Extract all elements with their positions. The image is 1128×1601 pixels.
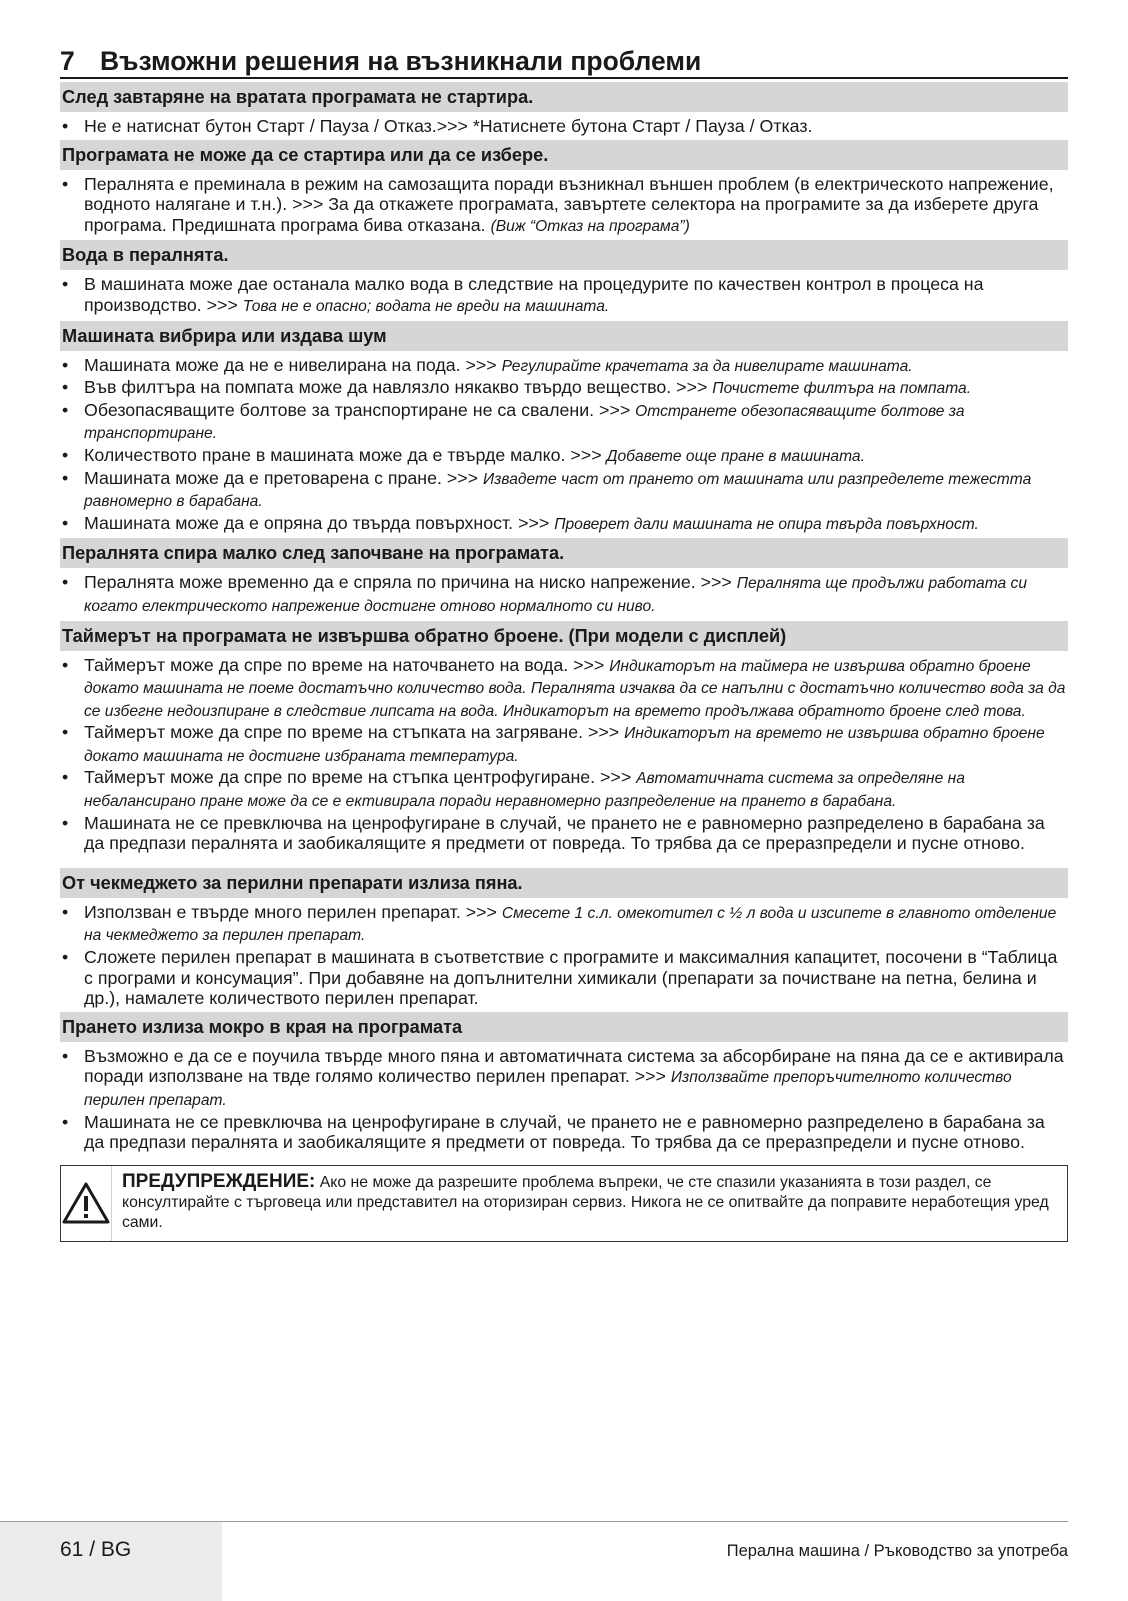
list-item bbox=[60, 355, 1068, 378]
page-content bbox=[60, 46, 1068, 1242]
section-list bbox=[60, 355, 1068, 536]
section-list bbox=[60, 174, 1068, 238]
section-list bbox=[60, 116, 1068, 137]
problem-cause-text: Във филтъра на помпата може да навлязло някакво твърдо вещество. >>> bbox=[84, 377, 708, 398]
section-list bbox=[60, 572, 1068, 617]
problem-cause-text: Сложете перилен препарат в машината в съответствие с програмите и максималния капацитет, посочени в “Таблица с програми и консумация”. При добавяне на допълнителни химикали (препарати за почистване на петна, белина и др.), намалете количеството перилен препарат. bbox=[84, 947, 1058, 1009]
solution-text: Използвайте препоръчителното количество перилен препарат. bbox=[84, 1069, 1012, 1109]
solution-text: Смесете 1 с.л. омекотител с ½ л вода и изсипете в главното отделение на чекмеджето за перилен препарат. bbox=[84, 904, 1057, 945]
warning-icon-container bbox=[61, 1166, 112, 1241]
section-heading: Таймерът на програмата не извършва обратно броене. (При модели с дисплей) bbox=[60, 621, 1068, 651]
section-heading: Пералнята спира малко след започване на програмата. bbox=[60, 538, 1068, 568]
section-list bbox=[60, 1046, 1068, 1153]
solution-text: Пералнята ще продължи работата си когато електрическото напрежение достигне отново нормалното си ниво. bbox=[84, 575, 1028, 615]
solution-text: Регулирайте крачетата за да нивелирате машината. bbox=[501, 357, 913, 375]
list-item bbox=[60, 655, 1068, 723]
problem-cause-text: Не е натиснат бутон Старт / Пауза / Отказ.>>> *Натиснете бутона Старт / Пауза / Отказ. bbox=[84, 116, 813, 136]
section-heading: От чекмеджето за перилни препарати излиза пяна. bbox=[60, 868, 1068, 898]
list-item bbox=[60, 174, 1068, 238]
page-number: 61 / BG bbox=[60, 1538, 132, 1561]
solution-text: (Виж “Отказ на програма”) bbox=[490, 217, 690, 235]
problem-cause-text: Пералнята е преминала в режим на самозащита поради възникнал външен проблем (в електрическото напрежение, водното налягане и т.н.). >>> За да откажете програмата, завъртете селектора на програмите за да изберете друга програма. Предишната програма бива отказана. bbox=[84, 173, 1054, 235]
problem-cause-text: Машината не се превключва на ценрофугиране в случай, че прането не е равномерно разпределено в барабана за да предпази пералнята и заобикалящите я предмети от повреда. То трябва да се преразпредели и пусне отново. bbox=[84, 1111, 1045, 1153]
list-item bbox=[60, 722, 1068, 767]
problem-cause-text: Таймерът може да спре по време на наточването на вода. >>> bbox=[84, 654, 605, 675]
solution-text: Това не е опасно; водата не вреди на машината. bbox=[242, 297, 610, 315]
section-list bbox=[60, 655, 1068, 854]
section-heading: След завтаряне на вратата програмата не стартира. bbox=[60, 82, 1068, 112]
solution-text: Отстранете обезопасяващите болтове за транспортиране. bbox=[84, 402, 965, 443]
solution-text: Почистете филтъра на помпата. bbox=[712, 380, 972, 398]
list-item bbox=[60, 767, 1068, 812]
problem-cause-text: Пералнята може временно да е спряла по причина на ниско напрежение. >>> bbox=[84, 572, 732, 593]
problem-cause-text: Обезопасяващите болтове за транспортиране не са свалени. >>> bbox=[84, 399, 631, 420]
chapter-heading bbox=[60, 46, 1068, 79]
document-title: Перална машина / Ръководство за употреба bbox=[726, 1542, 1068, 1560]
list-item bbox=[60, 572, 1068, 617]
solution-text: Добавете още пране в машината. bbox=[606, 447, 865, 465]
solution-text: Автоматичната система за определяне на небалансирано пране може да се е ективирала поради неравномерно разпределение на прането в барабана. bbox=[84, 770, 965, 811]
problem-cause-text: Количеството пране в машината може да е твърде малко. >>> bbox=[84, 444, 602, 465]
solution-text: Индикаторът на таймера не извършва обратно броене докато машината не поеме достатъчно количество вода. Пералнята изчаква да се напълни с достатъчно количество вода за да се избегне недоизпиране в следствие липсата на вода. Индикаторът на времето продължава обратното броене след това. bbox=[84, 657, 1066, 720]
list-item bbox=[60, 902, 1068, 947]
warning-label: ПРЕДУПРЕЖДЕНИЕ: bbox=[122, 1170, 316, 1192]
warning-text: Ако не може да разрешите проблема въпреки, че сте спазили указанията в този раздел, се консултирайте с търговеца или представител на оторизиран сервиз. Никога не се опитвайте да поправите неработещия уред сами. bbox=[122, 1173, 1049, 1231]
list-item bbox=[60, 274, 1068, 317]
section-list bbox=[60, 902, 1068, 1009]
chapter-number: 7 bbox=[60, 46, 75, 76]
troubleshooting-sections bbox=[60, 82, 1068, 1153]
list-item bbox=[60, 947, 1068, 1009]
problem-cause-text: Машината не се превключва на ценрофугиране в случай, че прането не е равномерно разпределено в барабана за да предпази пералнята и заобикалящите я предмети от повреда. То трябва да се преразпредели и пусне отново. bbox=[84, 812, 1045, 854]
section-heading: Прането излиза мокро в края на програмата bbox=[60, 1012, 1068, 1042]
chapter-title: Възможни решения на възникнали проблеми bbox=[100, 46, 702, 76]
problem-cause-text: Таймерът може да спре по време на стъпка центрофугиране. >>> bbox=[84, 767, 632, 788]
list-item bbox=[60, 377, 1068, 400]
problem-cause-text: В машината може дае останала малко вода в следствие на процедурите по качествен контрол в процеса на производство. >>> bbox=[84, 274, 984, 315]
section-list bbox=[60, 274, 1068, 317]
list-item bbox=[60, 445, 1068, 468]
list-item bbox=[60, 468, 1068, 513]
problem-cause-text: Възможно е да се е поучила твърде много пяна и автоматичната система за абсорбиране на пяна да се е активирала поради използване на твде голямо количество перилен препарат. >>> bbox=[84, 1045, 1064, 1087]
problem-cause-text: Използван е твърде много перилен препарат. >>> bbox=[84, 901, 497, 922]
list-item bbox=[60, 813, 1068, 854]
solution-text: Индикаторът на времето не извършва обратно броене докато машината не достигне избраната температура. bbox=[84, 725, 1045, 765]
section-heading: Машината вибрира или издава шум bbox=[60, 321, 1068, 351]
problem-cause-text: Таймерът може да спре по време на стъпката на загряване. >>> bbox=[84, 722, 620, 743]
list-item bbox=[60, 1112, 1068, 1153]
list-item bbox=[60, 1046, 1068, 1112]
warning-text-block bbox=[112, 1166, 1067, 1241]
list-item bbox=[60, 513, 1068, 536]
section-heading: Програмата не може да се стартира или да се избере. bbox=[60, 140, 1068, 170]
list-item bbox=[60, 400, 1068, 445]
warning-triangle-icon bbox=[61, 1181, 111, 1225]
section-heading: Вода в пералнята. bbox=[60, 240, 1068, 270]
solution-text: Извадете част от прането от машината или разпределете тежестта равномерно в барабана. bbox=[84, 470, 1032, 511]
solution-text: Проверет дали машината не опира твърда повърхност. bbox=[554, 515, 979, 533]
problem-cause-text: Машината може да е опряна до твърда повърхност. >>> bbox=[84, 512, 550, 533]
problem-cause-text: Машината може да не е нивелирана на пода. >>> bbox=[84, 354, 497, 375]
warning-box bbox=[60, 1165, 1068, 1242]
problem-cause-text: Машината може да е претоварена с пране. >>> bbox=[84, 467, 479, 488]
list-item bbox=[60, 116, 1068, 137]
